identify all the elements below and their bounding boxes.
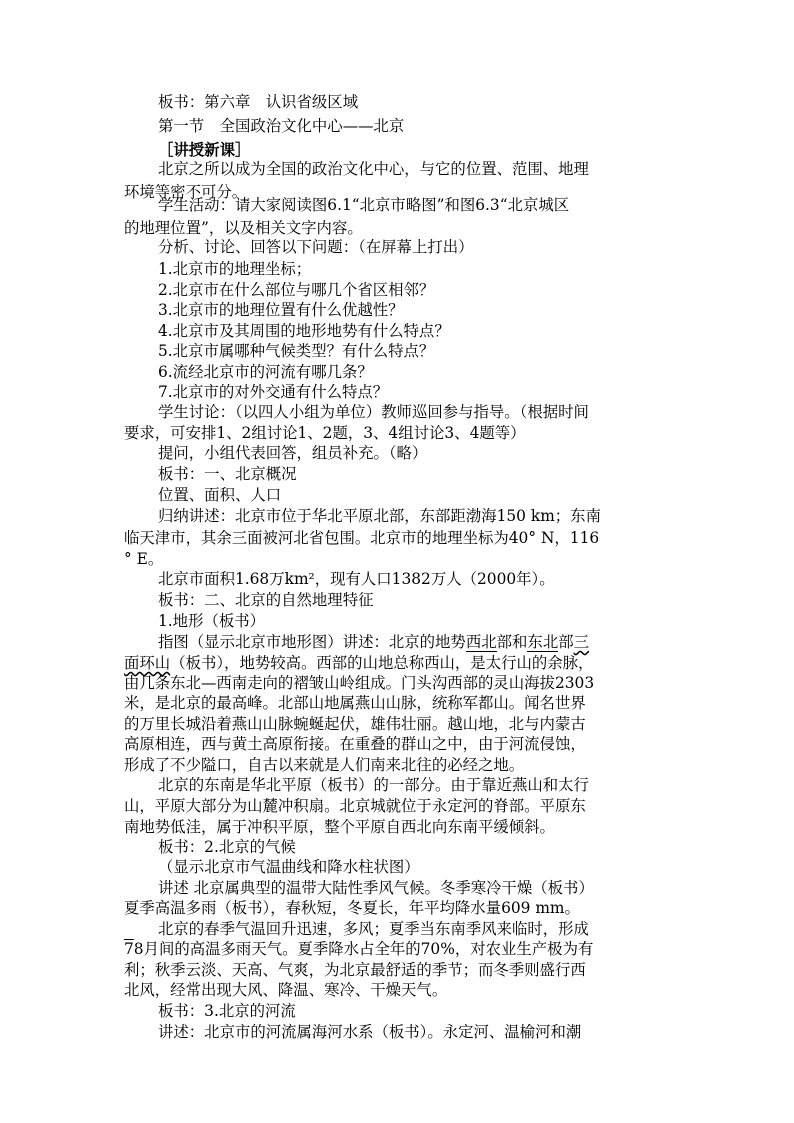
heading-section: 第一节 全国政治文化中心——北京 xyxy=(158,117,405,135)
question-item: 2.北京市在什么部位与哪几个省区相邻？ xyxy=(158,281,435,299)
paragraph-line: 讲述：北京市的河流属海河水系（板书）。永定河、温榆河和潮 xyxy=(158,1023,582,1041)
paragraph-line: 北京之所以成为全国的政治文化中心，与它的位置、范围、地理 xyxy=(158,160,589,178)
text-run: 部和 xyxy=(496,633,528,651)
paragraph-line: 板书：一、北京概况 xyxy=(158,465,297,483)
question-item: 4.北京市及其周围的地形地势有什么特点？ xyxy=(158,322,450,340)
paragraph-line: 由几条东北—西南走向的褶皱山岭组成。门头沟西部的灵山海拔2303 xyxy=(124,674,595,692)
paragraph-line: 讲述 北京属典型的温带大陆性季风气候。冬季寒冷干燥（板书） xyxy=(158,879,594,897)
paragraph-line: 的万里长城沿着燕山山脉蜿蜒起伏，雄伟壮丽。越山地，北与内蒙古 xyxy=(124,715,586,733)
paragraph-line: 要求，可安排1、2组讨论1、2题，3、4组讨论3、4题等） xyxy=(124,424,526,442)
paragraph-line: 北京市面积1.68万km²，现有人口1382万人（2000年）。 xyxy=(158,570,555,588)
underlined-term: 东北 xyxy=(527,633,559,651)
paragraph-line: 板书：3.北京的河流 xyxy=(158,1002,296,1020)
paragraph-line: 利；秋季云淡、天高、气爽，为北京最舒适的季节；而冬季则盛行西 xyxy=(124,961,586,979)
paragraph-line: 环境等密不可分。 xyxy=(124,183,248,201)
paragraph-line: 形成了不少隘口，自古以来就是人们南来北往的必经之地。 xyxy=(124,756,525,774)
paragraph-line: （显示北京市气温曲线和降水柱状图） xyxy=(158,858,420,876)
paragraph-line: 北京的春季气温回升迅速，多风；夏季当东南季风来临时，形成 xyxy=(158,920,589,938)
paragraph-line: 学生讨论：（以四人小组为单位）教师巡回参与指导。（根据时间 xyxy=(158,403,589,421)
paragraph-line: 归纳讲述：北京市位于华北平原北部，东部距渤海150 km；东南 xyxy=(158,507,601,525)
text-run: 部 xyxy=(558,633,574,651)
paragraph-line: ° E。 xyxy=(124,550,164,568)
paragraph-line: 的地理位置”，以及相关文字内容。 xyxy=(124,219,363,237)
paragraph-line: 临天津市，其余三面被河北省包围。北京市的地理坐标为40° N，116 xyxy=(124,529,600,547)
paragraph-line xyxy=(124,938,593,961)
paragraph-line: 北京的东南是华北平原（板书）的一部分。由于靠近燕山和太行 xyxy=(158,776,589,794)
paragraph-line: 位置、面积、人口 xyxy=(158,486,282,504)
wavy-underlined-term: 三 xyxy=(573,633,590,651)
text-run: （板书），地势较高。西部的山地总称西山，是太行山的余脉， xyxy=(170,654,594,672)
paragraph-line: 板书：二、北京的自然地理特征 xyxy=(158,591,374,609)
paragraph-line: 南地势低洼，属于冲积平原，整个平原自西北向东南平缓倾斜。 xyxy=(124,818,555,836)
wavy-underlined-term: 面环山 xyxy=(124,654,171,672)
heading-new-lesson: ［讲授新课］ xyxy=(158,141,251,159)
text-run: 7 xyxy=(124,940,134,958)
paragraph-line: 1.地形（板书） xyxy=(158,612,266,630)
paragraph-line: 夏季高温多雨（板书），春秋短，冬夏长，年平均降水量609 mm。 xyxy=(124,899,580,917)
paragraph-line: 高原相连，西与黄土高原衔接。在重叠的群山之中，由于河流侵蚀， xyxy=(124,735,586,753)
paragraph-line-terrain xyxy=(158,631,589,654)
text-run: 指图（显示北京市地形图）讲述：北京的地势 xyxy=(158,633,466,651)
underlined-term: 西北 xyxy=(465,633,497,651)
paragraph-line: 板书：2.北京的气候 xyxy=(158,838,296,856)
paragraph-line: 提问，小组代表回答，组员补充。（略） xyxy=(158,444,428,462)
question-item: 6.流经北京市的河流有哪几条？ xyxy=(158,363,373,381)
paragraph-line: 分析、讨论、回答以下问题：（在屏幕上打出） xyxy=(158,238,474,256)
heading-chapter: 板书：第六章 认识省级区域 xyxy=(158,93,359,111)
text-run: 8月间的高温多雨天气。夏季降水占全年的70%，对农业生产极为有 xyxy=(133,940,594,958)
paragraph-line: 学生活动：请大家阅读图6.1“北京市略图”和图6.3“北京城区 xyxy=(158,196,570,214)
question-item: 3.北京市的地理位置有什么优越性？ xyxy=(158,301,404,319)
paragraph-line: 米，是北京的最高峰。北部山地属燕山山脉，统称军都山。闻名世界 xyxy=(124,694,586,712)
paragraph-line: 北风，经常出现大风、降温、寒冷、干燥天气。 xyxy=(124,981,448,999)
question-item: 5.北京市属哪种气候类型？有什么特点？ xyxy=(158,342,435,360)
question-item: 1.北京市的地理坐标； xyxy=(158,260,312,278)
question-item: 7.北京市的对外交通有什么特点？ xyxy=(158,383,389,401)
paragraph-line: 山，平原大部分为山麓冲积扇。北京城就位于永定河的脊部。平原东 xyxy=(124,797,586,815)
